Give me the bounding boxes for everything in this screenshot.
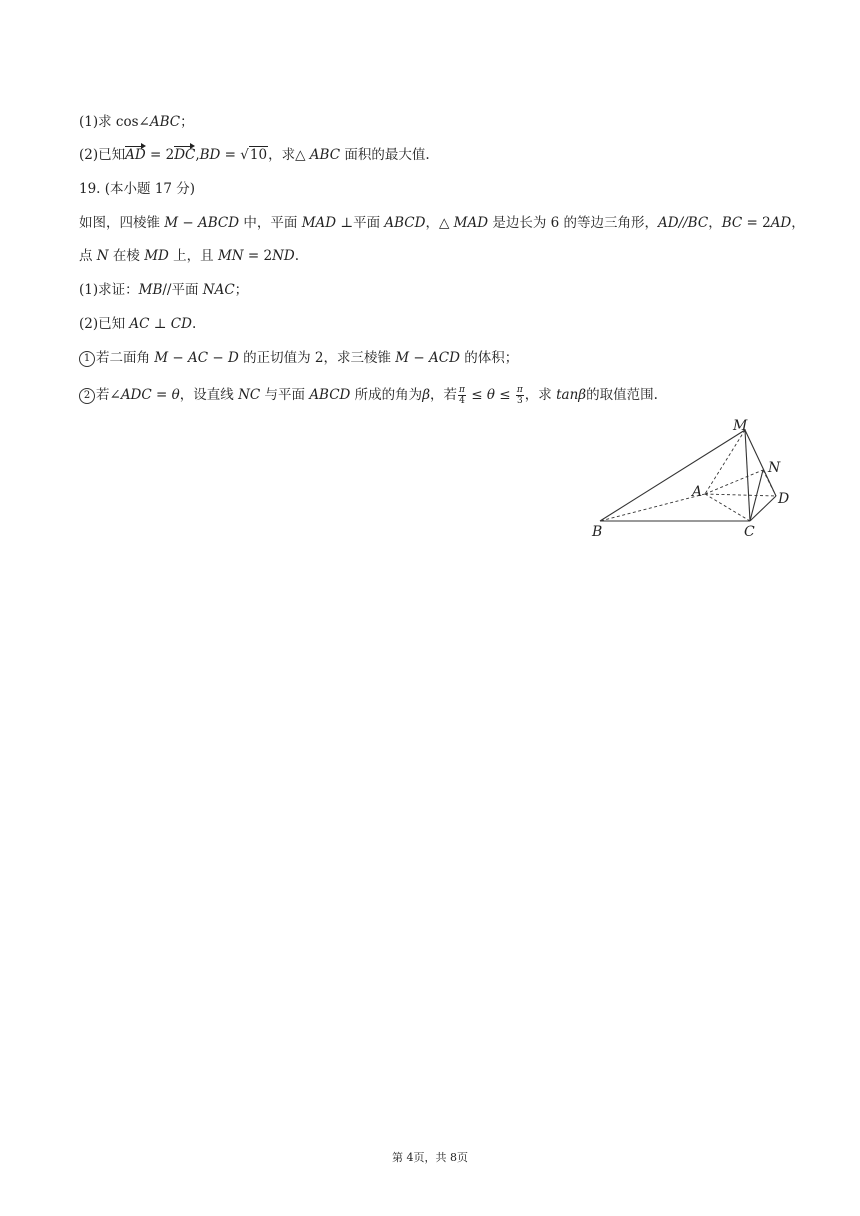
sqrt-expression: √10: [240, 147, 268, 163]
page-footer: 第 4页，共 8页: [392, 1151, 468, 1164]
label-b: B: [592, 524, 603, 540]
fraction-pi-over-4: $\frac{\pi}{4}$: [459, 385, 465, 406]
vector-dc: DC: [174, 147, 196, 163]
edge-cd: [750, 496, 776, 521]
edge-an: [705, 470, 763, 494]
question-header: 19. (本小题 17 分): [79, 181, 196, 197]
problem-statement-line1: 如图，四棱锥 M − ABCD 中，平面 MAD ⊥平面 ABCD，△ MAD 是边长为 6 的等边三角形，AD//BC，BC = 2AD，: [79, 215, 805, 231]
edge-ma: [705, 430, 745, 494]
problem-statement-line2: 点 N 在棱 MD 上，且 MN = 2ND.: [79, 248, 300, 264]
edge-ad: [705, 494, 776, 496]
edge-ab: [600, 494, 705, 521]
edge-mb: [600, 430, 745, 521]
line-part2: (2)已知AD = 2DC,BD = √10，求△ ABC 面积的最大值.: [79, 147, 430, 163]
label-n: N: [768, 460, 781, 476]
vector-ad: AD: [125, 147, 146, 163]
sub-question-2-part-1: 1 若二面角 M − AC − D 的正切值为 2，求三棱锥 M − ACD 的体积；: [79, 348, 518, 368]
pyramid-figure: [588, 414, 808, 544]
label-d: D: [778, 491, 790, 507]
sub-question-2-part-2: 2 若∠ADC = θ，设直线 NC 与平面 ABCD 所成的角为β，若 $\frac{\pi}{4}$ ≤ θ ≤ $\frac{\pi}{3}$ ，求 tanβ的取值范围.: [79, 385, 658, 406]
edge-mc: [745, 430, 750, 521]
label-m: M: [733, 418, 748, 434]
label-a: A: [692, 484, 703, 500]
line-part1: (1)求 cos∠ABC；: [79, 114, 194, 130]
circled-number-2: 2: [79, 388, 95, 404]
sub-question-2: (2)已知 AC ⊥ CD.: [79, 316, 197, 332]
sub-question-1: (1)求证：MB//平面 NAC；: [79, 282, 249, 298]
fraction-pi-over-3: $\frac{\pi}{3}$: [516, 385, 523, 406]
label-c: C: [744, 524, 755, 540]
circled-number-1: 1: [79, 351, 95, 367]
edge-ac: [705, 494, 750, 521]
